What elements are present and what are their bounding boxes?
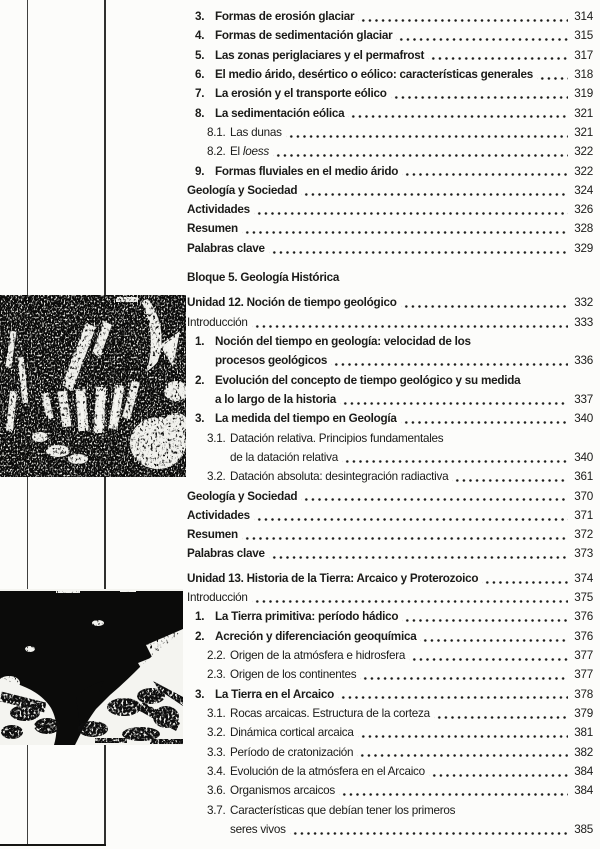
toc-entry <box>187 820 593 839</box>
toc-entry <box>187 544 593 563</box>
entry-title: Dinámica cortical arcaica <box>230 726 354 740</box>
page-number: 321 <box>574 106 593 120</box>
entry-number: 3.7. <box>207 803 226 817</box>
glacier-rock-detail-image <box>0 295 186 477</box>
entry-number: 4. <box>195 29 205 43</box>
entry-title: El medio árido, desértico o eólico: características generales <box>215 67 533 81</box>
entry-title: Período de cratonización <box>230 745 354 759</box>
entry-title: Unidad 13. Historia de la Tierra: Arcaico y Proterozoico <box>187 571 479 585</box>
page-number: 340 <box>574 450 593 464</box>
toc-entry <box>187 371 593 390</box>
page-number: 379 <box>574 706 593 720</box>
dot-leader <box>254 506 568 525</box>
toc-entry <box>187 7 593 26</box>
dot-leader <box>301 181 568 200</box>
toc-entry <box>187 487 593 506</box>
entry-title: La erosión y el transporte eólico <box>215 87 387 101</box>
toc-entry <box>187 467 593 486</box>
entry-number: 6. <box>195 67 205 81</box>
page-number: 337 <box>574 392 593 406</box>
dot-leader <box>402 607 568 626</box>
toc-entry <box>187 781 593 800</box>
page-number: 314 <box>574 10 593 23</box>
page-number: 372 <box>574 528 593 542</box>
entry-title: Organismos arcaicos <box>230 784 336 798</box>
entry-title: La Tierra primitiva: período hádico <box>215 610 399 624</box>
dot-leader <box>348 104 568 123</box>
page-number: 384 <box>574 764 593 778</box>
toc-entry <box>187 627 593 646</box>
page-number: 370 <box>574 489 593 503</box>
entry-title: Resumen <box>187 528 238 542</box>
dot-leader <box>401 409 568 428</box>
page-number: 329 <box>574 241 593 255</box>
entry-title: seres vivos <box>230 822 286 836</box>
table-of-contents <box>187 7 593 839</box>
page-number: 381 <box>574 726 593 740</box>
toc-entry <box>187 293 593 312</box>
page-number: 322 <box>574 145 593 159</box>
dot-leader <box>409 646 568 665</box>
toc-entry <box>187 162 593 181</box>
entry-title: Palabras clave <box>187 547 265 561</box>
toc-entry <box>187 239 593 258</box>
toc-entry <box>187 801 593 820</box>
dot-leader <box>252 588 568 607</box>
page-number: 374 <box>574 571 593 585</box>
entry-number: 3.4. <box>207 764 226 778</box>
page-number: 377 <box>574 649 593 662</box>
toc-entry <box>187 665 593 684</box>
dot-leader <box>391 84 568 103</box>
entry-title: Datación absoluta: desintegración radiactiva <box>230 470 449 484</box>
entry-title: Origen de los continentes <box>230 668 357 682</box>
toc-entry <box>187 65 593 84</box>
toc-entry <box>187 704 593 723</box>
toc-entry <box>187 588 593 607</box>
entry-title: Evolución del concepto de tiempo geológico y su medida <box>215 373 521 387</box>
page-number: 324 <box>574 183 593 197</box>
dot-leader <box>273 142 568 161</box>
dot-leader <box>252 313 568 332</box>
dot-leader <box>429 762 568 781</box>
bottom-horizontal-rule <box>0 844 106 846</box>
dot-leader <box>358 7 568 26</box>
page-number: 328 <box>574 222 593 236</box>
toc-entry <box>187 104 593 123</box>
entry-number: 3.3. <box>207 745 226 759</box>
entry-title: Formas de sedimentación glaciar <box>215 29 393 43</box>
entry-title: Noción del tiempo en geología: velocidad de los <box>215 335 471 348</box>
entry-number: 3. <box>195 412 205 426</box>
entry-title: Resumen <box>187 222 238 236</box>
toc-section-heading <box>187 268 593 287</box>
page-number: 333 <box>574 315 593 329</box>
page-number: 378 <box>574 687 593 701</box>
page-number: 317 <box>574 48 593 62</box>
toc-entry <box>187 607 593 626</box>
entry-number: 3. <box>195 687 205 701</box>
entry-title: Unidad 12. Noción de tiempo geológico <box>187 296 397 310</box>
dot-leader <box>360 665 568 684</box>
page-number: 321 <box>574 125 593 139</box>
page-number: 385 <box>574 822 593 836</box>
dot-leader <box>290 820 568 839</box>
entry-title: de la datación relativa <box>230 450 338 464</box>
entry-number: 3.1. <box>207 706 226 720</box>
entry-title-italic: loess <box>242 145 269 159</box>
toc-entry <box>187 332 593 351</box>
entry-title: La medida del tiempo en Geología <box>215 412 397 426</box>
entry-title: Formas de erosión glaciar <box>215 10 355 23</box>
toc-entry <box>187 313 593 332</box>
entry-title: Geología y Sociedad <box>187 183 298 197</box>
dot-leader <box>301 487 568 506</box>
page-number: 371 <box>574 508 593 522</box>
toc-entry <box>187 448 593 467</box>
entry-number: 8.1. <box>207 125 226 139</box>
dot-leader <box>269 239 568 258</box>
entry-title: Rocas arcaicas. Estructura de la corteza <box>230 706 430 720</box>
toc-entry <box>187 142 593 161</box>
toc-entry <box>187 525 593 544</box>
entry-title: Datación relativa. Principios fundamentales <box>230 431 444 445</box>
dot-leader <box>342 448 568 467</box>
toc-entry <box>187 200 593 219</box>
dot-leader <box>482 569 568 588</box>
dot-leader <box>428 46 568 65</box>
entry-number: 2. <box>195 629 205 643</box>
glacier-rock-detail-photo <box>0 295 186 477</box>
dot-leader <box>331 351 568 370</box>
toc-entry <box>187 506 593 525</box>
entry-number: 2. <box>195 373 205 387</box>
dot-leader <box>340 390 568 409</box>
entry-title: Las dunas <box>230 125 282 139</box>
entry-number: 2.3. <box>207 668 226 682</box>
toc-entry <box>187 390 593 409</box>
toc-entry <box>187 181 593 200</box>
page-number: 332 <box>574 296 593 310</box>
page-number: 322 <box>574 164 593 178</box>
page-number: 318 <box>574 67 593 81</box>
entry-title: Origen de la atmósfera e hidrosfera <box>230 649 406 662</box>
toc-entry <box>187 569 593 588</box>
entry-title: La sedimentación eólica <box>215 106 345 120</box>
page-number: 361 <box>574 470 593 484</box>
toc-entry <box>187 123 593 142</box>
page-number: 373 <box>574 547 593 561</box>
page-number: 376 <box>574 629 593 643</box>
dot-leader <box>452 467 568 486</box>
entry-number: 7. <box>195 87 205 101</box>
entry-title: Introducción <box>187 315 248 329</box>
page-number: 375 <box>574 591 593 605</box>
toc-entry <box>187 762 593 781</box>
mountain-valley-image <box>0 589 183 745</box>
dot-leader <box>357 743 568 762</box>
toc-entry <box>187 723 593 742</box>
entry-number: 3.2. <box>207 470 226 484</box>
entry-title: Introducción <box>187 591 248 605</box>
dot-leader <box>401 293 568 312</box>
entry-title: Formas fluviales en el medio árido <box>215 164 399 178</box>
toc-entry <box>187 743 593 762</box>
page-number: 340 <box>574 412 593 426</box>
page-number: 382 <box>574 745 593 759</box>
page-number: 326 <box>574 203 593 217</box>
entry-title: El loess <box>230 145 269 159</box>
page-number: 315 <box>574 29 593 43</box>
toc-entry <box>187 685 593 704</box>
entry-number: 1. <box>195 335 205 348</box>
entry-number: 2.2. <box>207 649 226 662</box>
toc-entry <box>187 351 593 370</box>
entry-title: Bloque 5. Geología Histórica <box>187 271 340 285</box>
entry-title: Acreción y diferenciación geoquímica <box>215 629 417 643</box>
entry-number: 1. <box>195 610 205 624</box>
entry-title: Características que debían tener los primeros <box>230 803 456 817</box>
dot-leader <box>396 26 568 45</box>
entry-title: Actividades <box>187 203 250 217</box>
page-number: 377 <box>574 668 593 682</box>
mountain-valley-photo <box>0 589 183 745</box>
entry-number: 9. <box>195 164 205 178</box>
page-number: 319 <box>574 87 593 101</box>
entry-title: Geología y Sociedad <box>187 489 298 503</box>
toc-entry <box>187 84 593 103</box>
entry-title: La Tierra en el Arcaico <box>215 687 334 701</box>
entry-number: 3. <box>195 10 205 23</box>
dot-leader <box>420 627 568 646</box>
dot-leader <box>269 544 568 563</box>
dot-leader <box>358 723 568 742</box>
entry-number: 5. <box>195 48 205 62</box>
page-number: 376 <box>574 610 593 624</box>
toc-entry <box>187 219 593 238</box>
dot-leader <box>434 704 568 723</box>
toc-entry <box>187 409 593 428</box>
toc-entry <box>187 46 593 65</box>
toc-entry <box>187 646 593 665</box>
toc-entry <box>187 26 593 45</box>
entry-title: Actividades <box>187 508 250 522</box>
entry-title: procesos geológicos <box>215 354 328 368</box>
entry-number: 3.6. <box>207 784 226 798</box>
entry-title: Evolución de la atmósfera en el Arcaico <box>230 764 425 778</box>
entry-number: 3.1. <box>207 431 226 445</box>
page-number: 336 <box>574 354 593 368</box>
dot-leader <box>286 123 568 142</box>
dot-leader <box>338 685 568 704</box>
dot-leader <box>339 781 568 800</box>
entry-title: Las zonas periglaciares y el permafrost <box>215 48 425 62</box>
entry-number: 8.2. <box>207 145 226 159</box>
entry-number: 3.2. <box>207 726 226 740</box>
dot-leader <box>242 219 568 238</box>
entry-number: 8. <box>195 106 205 120</box>
toc-entry <box>187 429 593 448</box>
entry-title: Palabras clave <box>187 241 265 255</box>
page-number: 384 <box>574 784 593 798</box>
dot-leader <box>537 65 568 84</box>
entry-title: a lo largo de la historia <box>215 392 337 406</box>
dot-leader <box>402 162 568 181</box>
dot-leader <box>254 200 568 219</box>
dot-leader <box>242 525 568 544</box>
